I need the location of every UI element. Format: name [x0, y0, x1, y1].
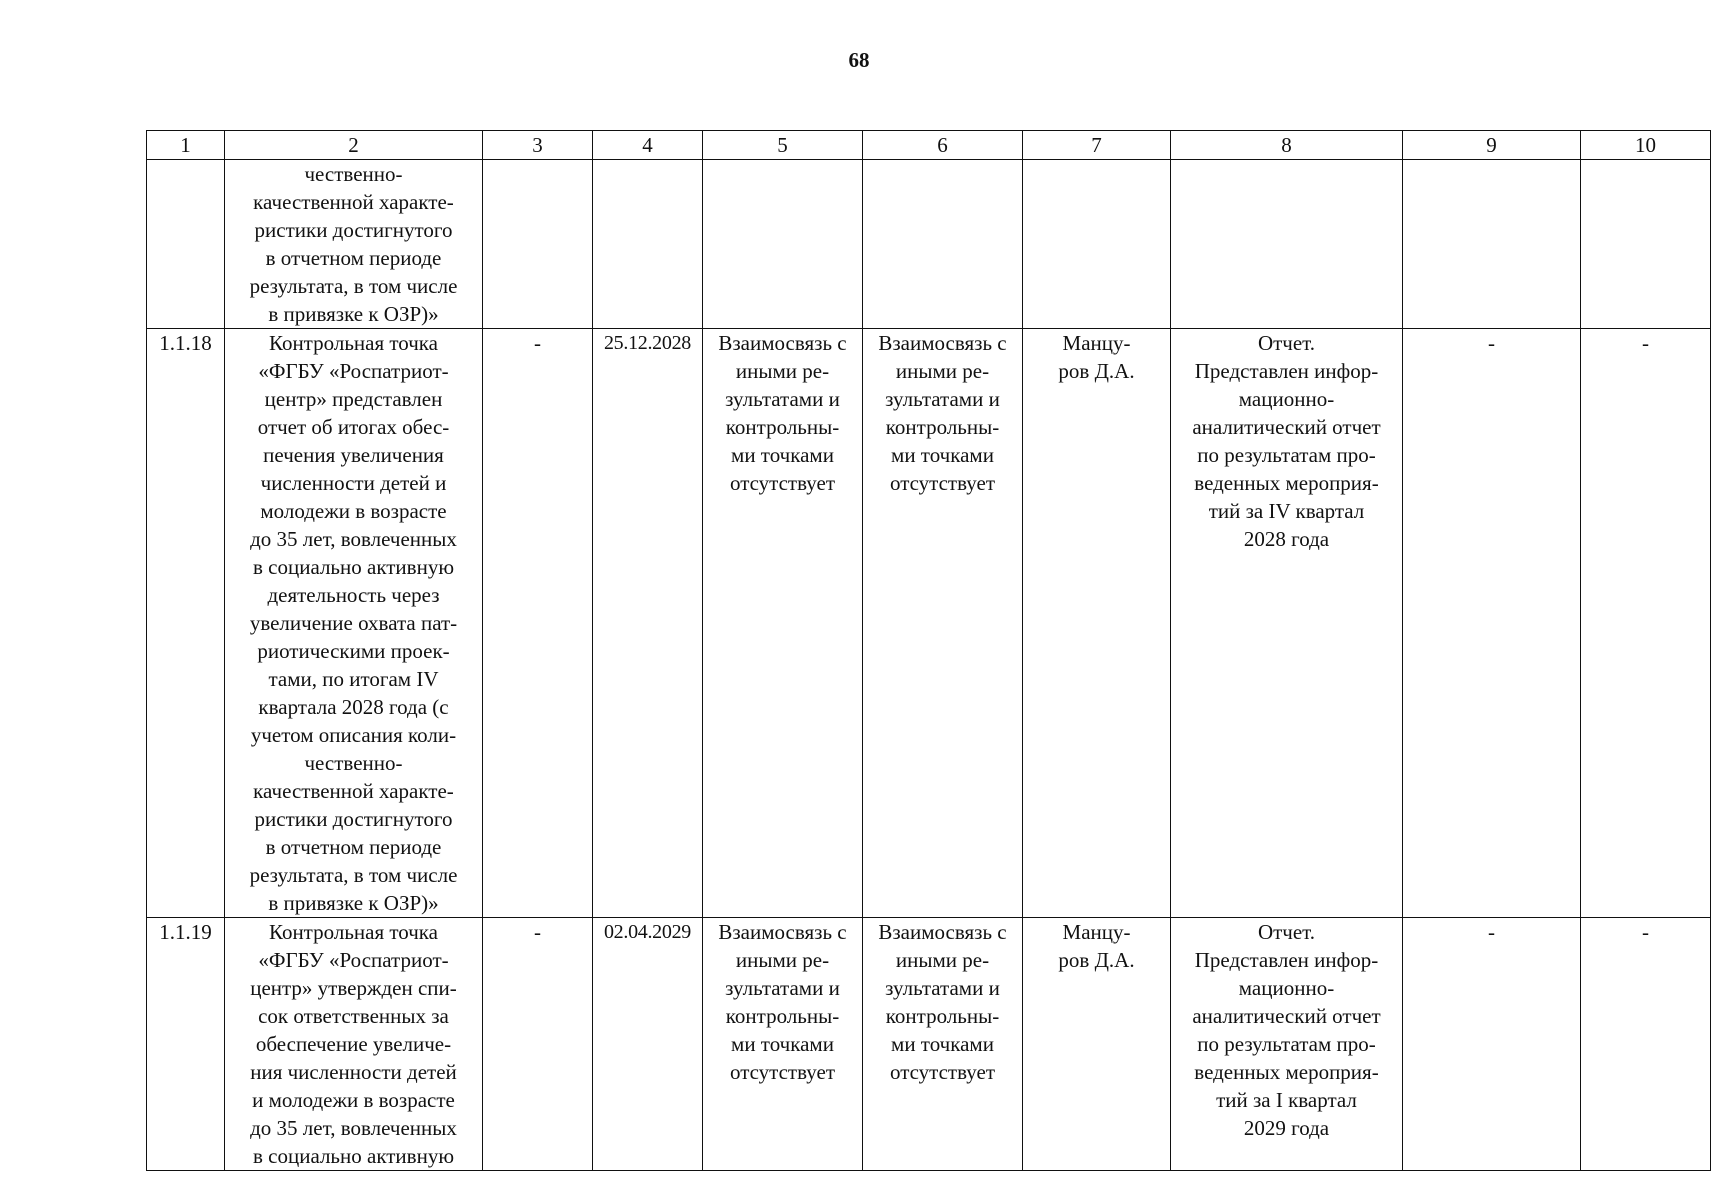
cell-line: и молодежи в возрасте [252, 1088, 455, 1112]
cell-line: Манцу- [1062, 331, 1131, 355]
cell-line: в социально активную [252, 555, 455, 579]
description [225, 329, 483, 918]
column-3-value: - [483, 329, 593, 918]
cell-line: мационно- [1238, 387, 1335, 411]
relation-results [703, 918, 863, 1171]
cell-line: иными ре- [895, 948, 990, 972]
cell-line: иными ре- [895, 359, 990, 383]
column-header-2: 2 [225, 131, 483, 160]
relation-checkpoints [863, 329, 1023, 918]
relation-checkpoints [863, 160, 1023, 329]
row-number: 1.1.18 [147, 329, 225, 918]
cell-line: печения увеличения [263, 443, 444, 467]
cell-line: контрольны- [885, 1004, 1000, 1028]
cell-line: чественно- [304, 162, 403, 186]
cell-line: иными ре- [735, 948, 830, 972]
cell-line: Взаимосвязь с [718, 331, 847, 355]
cell-line: веденных мероприя- [1194, 1060, 1379, 1084]
column-9-value: - [1403, 329, 1581, 918]
cell-line: ми точками [731, 443, 834, 467]
cell-line: риотическими проек- [257, 639, 450, 663]
cell-line: веденных мероприя- [1194, 471, 1379, 495]
report-type [1171, 329, 1403, 918]
cell-line: «ФГБУ «Роспатриот- [258, 359, 449, 383]
due-date [593, 160, 703, 329]
cell-line: качественной характе- [253, 779, 454, 803]
cell-line: тами, по итогам IV [268, 667, 439, 691]
column-header-4: 4 [593, 131, 703, 160]
cell-line: мационно- [1238, 976, 1335, 1000]
header-row [147, 131, 1711, 160]
cell-line: ми точками [731, 1032, 834, 1056]
cell-line: отчет об итогах обес- [257, 415, 450, 439]
cell-line: деятельность через [267, 583, 440, 607]
cell-line: в отчетном периоде [265, 835, 442, 859]
column-10-value [1581, 160, 1711, 329]
cell-line: зультатами и [885, 976, 1000, 1000]
cell-line: квартала 2028 года (с [258, 695, 449, 719]
relation-results [703, 329, 863, 918]
description [225, 160, 483, 329]
cell-line: Взаимосвязь с [718, 920, 847, 944]
column-header-5: 5 [703, 131, 863, 160]
row-number: 1.1.19 [147, 918, 225, 1171]
cell-line: молодежи в возрасте [260, 499, 447, 523]
due-date: 25.12.2028 [593, 329, 703, 918]
row-number [147, 160, 225, 329]
cell-line: численности детей и [260, 471, 447, 495]
relation-checkpoints [863, 918, 1023, 1171]
table-row [147, 160, 1711, 329]
cell-line: Представлен инфор- [1194, 359, 1379, 383]
cell-line: «ФГБУ «Роспатриот- [258, 948, 449, 972]
cell-line: ров Д.А. [1058, 359, 1135, 383]
cell-line: отсутствует [889, 1060, 996, 1084]
cell-line: ми точками [891, 443, 994, 467]
cell-line: в привязке к ОЗР)» [268, 302, 439, 326]
cell-line: Взаимосвязь с [878, 331, 1007, 355]
cell-line: ров Д.А. [1058, 948, 1135, 972]
cell-line: Манцу- [1062, 920, 1131, 944]
column-header-8: 8 [1171, 131, 1403, 160]
cell-line: контрольны- [725, 1004, 840, 1028]
cell-line: зультатами и [725, 387, 840, 411]
cell-line: Контрольная точка [268, 920, 438, 944]
cell-line: учетом описания коли- [250, 723, 457, 747]
responsible-person [1023, 329, 1171, 918]
column-header-3: 3 [483, 131, 593, 160]
cell-line: ристики достигнутого [254, 218, 453, 242]
cell-line: зультатами и [725, 976, 840, 1000]
table-row [147, 329, 1711, 918]
cell-line: чественно- [304, 751, 403, 775]
cell-line: 2029 года [1243, 1116, 1330, 1140]
cell-line: отсутствует [889, 471, 996, 495]
column-10-value: - [1581, 329, 1711, 918]
schedule-table [146, 130, 1711, 1171]
cell-line: отсутствует [729, 471, 836, 495]
cell-line: контрольны- [725, 415, 840, 439]
page-number: 68 [848, 48, 870, 72]
responsible-person [1023, 160, 1171, 329]
cell-line: ния численности детей [250, 1060, 457, 1084]
cell-line: отсутствует [729, 1060, 836, 1084]
column-header-6: 6 [863, 131, 1023, 160]
cell-line: зультатами и [885, 387, 1000, 411]
column-header-7: 7 [1023, 131, 1171, 160]
table-body [147, 160, 1711, 1171]
cell-line: в привязке к ОЗР)» [268, 891, 439, 915]
cell-line: аналитический отчет [1192, 1004, 1381, 1028]
cell-line: результата, в том числе [249, 863, 458, 887]
cell-line: контрольны- [885, 415, 1000, 439]
cell-line: по результатам про- [1197, 443, 1376, 467]
column-9-value: - [1403, 918, 1581, 1171]
report-type [1171, 160, 1403, 329]
column-9-value [1403, 160, 1581, 329]
cell-line: ми точками [891, 1032, 994, 1056]
cell-line: в отчетном периоде [265, 246, 442, 270]
cell-line: Отчет. [1257, 920, 1316, 944]
cell-line: в социально активную [252, 1144, 455, 1168]
cell-line: обеспечение увеличе- [255, 1032, 452, 1056]
cell-line: сок ответственных за [258, 1004, 449, 1028]
cell-line: Представлен инфор- [1194, 948, 1379, 972]
table-row [147, 918, 1711, 1171]
cell-line: до 35 лет, вовлеченных [250, 527, 457, 551]
due-date: 02.04.2029 [593, 918, 703, 1171]
cell-line: аналитический отчет [1192, 415, 1381, 439]
cell-line: ристики достигнутого [254, 807, 453, 831]
cell-line: качественной характе- [253, 190, 454, 214]
cell-line: по результатам про- [1197, 1032, 1376, 1056]
cell-line: Взаимосвязь с [878, 920, 1007, 944]
cell-line: тий за IV квартал [1208, 499, 1365, 523]
responsible-person [1023, 918, 1171, 1171]
cell-line: центр» утвержден спи- [250, 976, 457, 1000]
report-type [1171, 918, 1403, 1171]
cell-line: тий за I квартал [1216, 1088, 1357, 1112]
cell-line: 2028 года [1243, 527, 1330, 551]
cell-line: результата, в том числе [249, 274, 458, 298]
column-header-1: 1 [147, 131, 225, 160]
cell-line: иными ре- [735, 359, 830, 383]
column-header-10: 10 [1581, 131, 1711, 160]
relation-results [703, 160, 863, 329]
column-3-value: - [483, 918, 593, 1171]
cell-line: увеличение охвата пат- [249, 611, 458, 635]
cell-line: Отчет. [1257, 331, 1316, 355]
column-3-value [483, 160, 593, 329]
column-header-9: 9 [1403, 131, 1581, 160]
column-10-value: - [1581, 918, 1711, 1171]
description [225, 918, 483, 1171]
cell-line: центр» представлен [264, 387, 443, 411]
cell-line: до 35 лет, вовлеченных [250, 1116, 457, 1140]
cell-line: Контрольная точка [268, 331, 438, 355]
